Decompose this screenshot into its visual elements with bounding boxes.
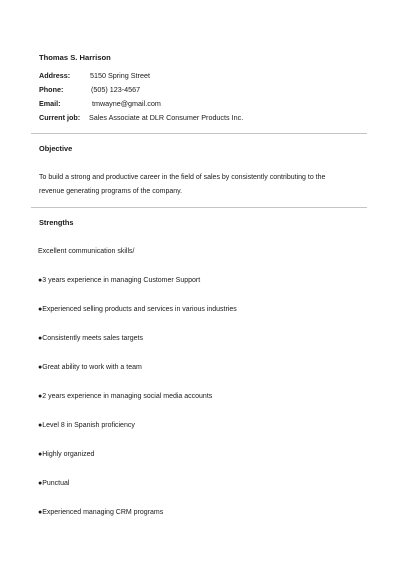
section-divider xyxy=(31,207,367,208)
strength-item: ●Experienced selling products and services in various industries xyxy=(38,306,237,313)
address-value: 5150 Spring Street xyxy=(90,71,150,80)
current-job-value: Sales Associate at DLR Consumer Products Inc. xyxy=(89,113,244,122)
strength-item: ●Consistently meets sales targets xyxy=(38,335,143,342)
phone-label: Phone: xyxy=(39,85,64,94)
address-label: Address: xyxy=(39,71,71,80)
objective-text: To build a strong and productive career in the field of sales by consistently contributing to the revenue generating programs of the company. xyxy=(39,174,326,195)
current-job-label: Current job: xyxy=(39,113,81,122)
strength-item: ●Great ability to work with a team xyxy=(38,364,142,371)
phone-value: (505) 123-4567 xyxy=(91,85,141,94)
section-divider xyxy=(31,133,367,134)
strength-item: ●Punctual xyxy=(38,480,70,487)
objective-heading: Objective xyxy=(39,144,73,153)
email-label: Email: xyxy=(39,99,61,108)
strength-item: ●Highly organized xyxy=(38,451,95,458)
strength-item: ●3 years experience in managing Customer Support xyxy=(38,277,201,284)
phone-row xyxy=(39,85,141,94)
current-job-row xyxy=(39,113,244,122)
strength-item: ●Experienced managing CRM programs xyxy=(38,509,164,516)
candidate-name: Thomas S. Harrison xyxy=(39,53,111,62)
strength-item: ●2 years experience in managing social media accounts xyxy=(38,393,213,400)
email-row xyxy=(39,99,161,108)
address-row xyxy=(39,71,150,80)
strength-item: ●Level 8 in Spanish proficiency xyxy=(38,422,135,429)
email-value: tmwayne@gmail.com xyxy=(92,99,161,108)
strength-item: Excellent communication skills/ xyxy=(38,248,135,255)
strengths-heading: Strengths xyxy=(39,218,74,227)
